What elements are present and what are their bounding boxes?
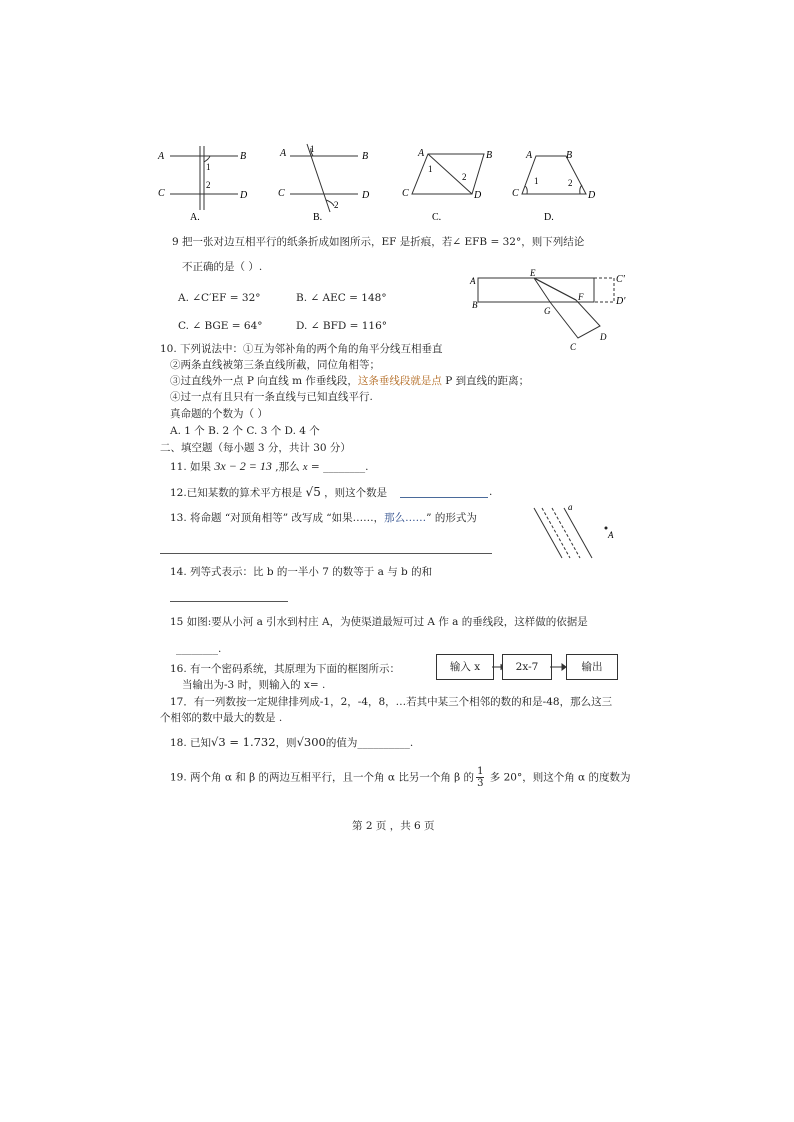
q19-fraction — [476, 766, 484, 789]
q19-pre: 19. 两个角 α 和 β 的两边互相平行，且一个角 α 比另一个角 β 的 — [170, 771, 475, 784]
q11-mid: ,那么 — [271, 461, 303, 473]
q13-pre: 13. 将命题 “对顶角相等” 改写成 “如果……， — [170, 512, 385, 524]
option-d-label: D. — [544, 212, 554, 220]
option-a-label: A. — [190, 212, 200, 220]
page-footer: 第 2 页 ，共 6 页 — [352, 820, 435, 832]
label-c: C — [158, 188, 165, 199]
q12-pre: 12.已知某数的算术平方根是 — [170, 487, 306, 499]
river-figure — [526, 500, 626, 562]
q9-option-a: A. ∠C′EF = 32° — [178, 292, 261, 304]
flow-output-box: 输出 — [566, 654, 618, 680]
q16: 16. 有一个密码系统，其原理为下面的框图所示： — [170, 663, 401, 675]
arrow-right-icon — [501, 664, 502, 670]
label-b: B — [566, 150, 573, 161]
label-a: A — [158, 151, 165, 162]
strip-label-d-prime: D' — [616, 296, 626, 307]
river-label-a: a — [568, 502, 573, 512]
figure-c — [412, 154, 484, 194]
q10-line-3 — [170, 374, 529, 388]
q10-line-1: 10. 下列说法中：①互为邻补角的两个角的角平分线互相垂直 — [160, 343, 443, 355]
q12-period: . — [489, 486, 493, 498]
strip-label-b: B — [472, 300, 478, 310]
label-c: C — [402, 188, 409, 199]
strip-label-g: G — [544, 306, 551, 316]
q12 — [170, 485, 387, 500]
q14: 14. 列等式表示：比 b 的一半小 7 的数等于 a 与 b 的和 — [170, 566, 433, 578]
angle-2-label: 2 — [568, 178, 573, 188]
strip-label-c-prime: C' — [616, 274, 625, 285]
q13-answer-blank[interactable] — [160, 553, 492, 554]
q18-root-300: √300 — [296, 735, 326, 749]
q11-pre: 11. 如果 — [170, 461, 215, 473]
q19-post: 多 20°，则这个角 α 的度数为 — [486, 771, 631, 784]
q19-denominator: 3 — [477, 778, 484, 789]
option-b-label: B. — [313, 212, 323, 220]
label-a: A — [280, 148, 287, 159]
q9-option-c: C. ∠ BGE = 64° — [178, 320, 263, 332]
strip-label-c: C — [570, 342, 577, 352]
q18 — [170, 735, 413, 750]
q9-stem: 9 把一张对边互相平行的纸条折成如图所示，EF 是折痕，若∠ EFB = 32°，则下列结论 — [172, 236, 585, 248]
folded-strip-figure — [466, 266, 638, 358]
q10-line-3a: ③过直线外一点 P 向直线 m 作垂线段， — [170, 375, 358, 387]
label-a: A — [526, 150, 533, 161]
label-d: D — [474, 190, 482, 201]
q17-line-1: 17．有一列数按一定规律排列成-1，2，-4，8，…若其中某三个相邻的数的和是-48，那么这三 — [170, 696, 613, 708]
q17-line-2: 个相邻的数中最大的数是 . — [160, 712, 283, 724]
q14-answer-blank[interactable] — [170, 601, 288, 602]
q19 — [170, 766, 631, 789]
q10-line-3c: P 到直线的距离； — [441, 375, 530, 387]
q11-equation: 3x − 2 = 13 — [214, 459, 272, 473]
q16-line-2: 当输出为-3 时，则输入的 x= . — [182, 679, 326, 691]
q19-numerator: 1 — [477, 766, 484, 777]
figure-a — [170, 146, 238, 210]
label-c: C — [278, 188, 285, 199]
angle-1-label: 1 — [428, 164, 433, 174]
figure-options-row — [150, 140, 610, 220]
label-d: D — [362, 190, 370, 201]
label-d: D — [588, 190, 596, 201]
figure-d — [522, 156, 586, 194]
q9-option-b: B. ∠ AEC = 148° — [296, 292, 387, 304]
flow-process-box: 2x-7 — [502, 654, 552, 680]
village-label: A — [608, 530, 614, 540]
label-b: B — [362, 151, 369, 162]
strip-label-f: F — [578, 292, 584, 302]
angle-1-label: 1 — [206, 162, 211, 172]
q9-stem-2: 不正确的是（ ）. — [182, 261, 263, 273]
q11-post: = ________. — [307, 461, 369, 473]
arrow-right-icon — [562, 664, 566, 670]
strip-label-e: E — [530, 268, 536, 278]
strip-label-d: D — [600, 332, 607, 342]
q13-post: ” 的形式为 — [426, 512, 477, 524]
q18-root-3: √3 = 1.732 — [211, 735, 276, 749]
q18-post: 的值为__________. — [325, 737, 414, 749]
q15-blank[interactable]: ________. — [176, 643, 222, 655]
q12-radical: √5 — [305, 485, 321, 499]
angle-2-label: 2 — [334, 200, 339, 210]
q13 — [170, 511, 477, 525]
label-d: D — [240, 190, 248, 201]
q18-pre: 18. 已知 — [170, 737, 212, 749]
flow-arrows — [492, 660, 568, 674]
figure-b — [290, 144, 358, 212]
label-b: B — [240, 151, 247, 162]
q9-option-d: D. ∠ BFD = 116° — [296, 320, 388, 332]
q10-line-2: ②两条直线被第三条直线所截，同位角相等； — [170, 359, 380, 371]
angle-2-label: 2 — [206, 180, 211, 190]
angle-1-label: 1 — [310, 144, 315, 154]
label-a: A — [418, 148, 425, 159]
option-c-label: C. — [432, 212, 442, 220]
q11-var: x — [302, 462, 308, 473]
strip-label-a: A — [470, 276, 476, 286]
section-heading: 二、填空题（每小题 3 分，共计 30 分） — [160, 442, 351, 454]
label-c: C — [512, 188, 519, 199]
q11 — [170, 459, 368, 475]
q12-post: ，则这个数是 — [320, 487, 388, 499]
q10-options: A. 1 个 B. 2 个 C. 3 个 D. 4 个 — [170, 425, 320, 437]
q12-answer-blank[interactable] — [400, 497, 488, 498]
q15: 15 如图:要从小河 a 引水到村庄 A，为使渠道最短可过 A 作 a 的垂线段，这样做的依据是 — [170, 616, 588, 628]
q10-line-5: 真命题的个数为（ ） — [170, 408, 268, 420]
angle-1-label: 1 — [534, 176, 539, 186]
q13-blue: 那么…… — [384, 512, 427, 524]
q18-mid: ，则 — [275, 737, 297, 749]
q10-line-3b: 这条垂线段就是点 — [357, 375, 442, 387]
angle-2-label: 2 — [462, 172, 467, 182]
flow-input-box: 输入 x — [436, 654, 494, 680]
label-b: B — [486, 150, 493, 161]
q10-line-4: ④过一点有且只有一条直线与已知直线平行. — [170, 391, 373, 403]
